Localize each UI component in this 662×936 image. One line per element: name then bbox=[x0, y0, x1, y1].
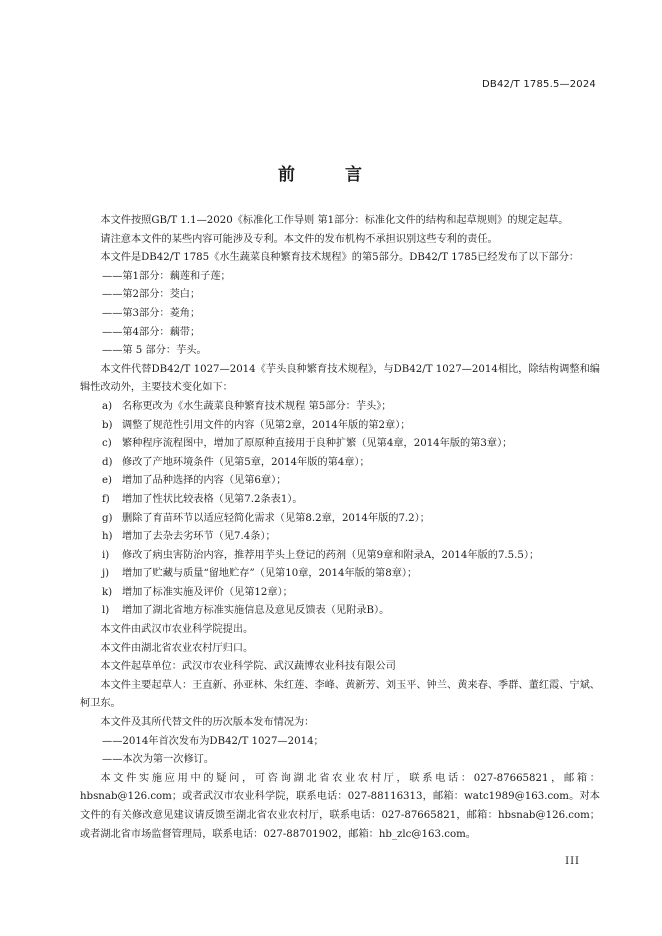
list-item bbox=[80, 602, 600, 621]
history-list bbox=[80, 733, 600, 770]
list-item bbox=[80, 417, 600, 436]
list-item bbox=[80, 547, 600, 566]
item-marker: h) bbox=[102, 531, 113, 543]
item-marker: i) bbox=[102, 549, 110, 561]
item-marker: f) bbox=[102, 493, 110, 505]
page-title: 前 言 bbox=[278, 165, 384, 185]
list-item: ——第 5 部分：芋头。 bbox=[102, 345, 207, 357]
paragraph-contact: 本文件实施应用中的疑问，可咨询湖北省农业农村厅，联系电话：027-87665821，邮箱：hbsnab@126.com；或者武汉市农业科学院，联系电话：027-88116313，邮箱：watc1989@163.com。对本文件的有关修改意见建议请反馈至湖北省农业农村厅，联系电话：027-87665821，邮箱：hbsnab@126.com；或者湖北省市场监督管理局，联系电话：027-88701902，邮箱：hb_zlc@163.com。 bbox=[80, 772, 600, 840]
item-text: 名称更改为《水生蔬菜良种繁育技术规程 第5部分：芋头》； bbox=[122, 400, 392, 412]
item-marker: g) bbox=[102, 512, 113, 524]
paragraph-drafting-units: 本文件起草单位：武汉市农业科学院、武汉蔬博农业科技有限公司 bbox=[100, 661, 396, 673]
item-marker: b) bbox=[102, 419, 113, 431]
list-item bbox=[80, 454, 600, 473]
item-marker: d) bbox=[102, 456, 113, 468]
list-item bbox=[80, 398, 600, 417]
paragraph-replacement: 本文件代替DB42/T 1027—2014《芋头良种繁育技术规程》，与DB42/T 1027—2014相比，除结构调整和编辑性改动外，主要技术变化如下： bbox=[80, 363, 600, 394]
parts-list bbox=[80, 268, 600, 361]
item-text: 修改了病虫害防治内容，推荐用芋头上登记的药剂（见第9章和附录A，2014年版的7.5.5）； bbox=[122, 549, 540, 561]
item-text: 调整了规范性引用文件的内容（见第2章，2014年版的第2章）； bbox=[122, 419, 411, 431]
list-item: ——2014年首次发布为DB42/T 1027—2014； bbox=[102, 735, 324, 747]
list-item bbox=[80, 491, 600, 510]
item-text: 增加了品种选择的内容（见第6章）； bbox=[122, 475, 287, 487]
item-text: 删除了育苗环节以适应轻简化需求（见第8.2章，2014年版的7.2）； bbox=[122, 512, 430, 524]
page-number: III bbox=[565, 856, 580, 867]
item-text: 修改了产地环境条件（见第5章，2014年版的第4章）； bbox=[122, 456, 370, 468]
item-marker: a) bbox=[102, 400, 113, 412]
item-text: 增加了去杂去劣环节（见7.4条）； bbox=[122, 531, 276, 543]
paragraph-history-intro: 本文件及其所代替文件的历次版本发布情况为： bbox=[100, 717, 315, 729]
item-text: 繁种程序流程图中，增加了原原种直接用于良种扩繁（见第4章，2014年版的第3章）； bbox=[122, 438, 513, 450]
changes-list bbox=[80, 398, 600, 621]
list-item bbox=[80, 584, 600, 603]
list-item: ——本次为第一次修订。 bbox=[102, 754, 215, 766]
paragraph-drafters: 本文件主要起草人：王直新、孙亚林、朱红莲、李峰、黄新芳、刘玉平、钟兰、黄来春、季群、董红霞、宁斌、柯卫东。 bbox=[80, 679, 600, 710]
list-item: ——第4部分：藕带； bbox=[102, 326, 201, 338]
item-text: 增加了性状比较表格（见第7.2条表1）。 bbox=[122, 493, 303, 505]
list-item: ——第3部分：菱角； bbox=[102, 307, 201, 319]
item-marker: j) bbox=[102, 568, 110, 580]
document-code: DB42/T 1785.5—2024 bbox=[482, 79, 596, 90]
list-item bbox=[80, 472, 600, 491]
item-text: 增加了湖北省地方标准实施信息及意见反馈表（见附录B）。 bbox=[122, 605, 390, 617]
paragraph-proposer: 本文件由武汉市农业科学院提出。 bbox=[100, 624, 254, 636]
paragraph-series-intro: 本文件是DB42/T 1785《水生蔬菜良种繁育技术规程》的第5部分。DB42/T 1785已经发布了以下部分： bbox=[100, 252, 580, 264]
list-item bbox=[80, 565, 600, 584]
foreword-body bbox=[80, 212, 600, 844]
item-marker: c) bbox=[102, 438, 112, 450]
item-text: 增加了贮藏与质量“留地贮存”（见第10章，2014年版的第8章）； bbox=[122, 568, 418, 580]
item-marker: k) bbox=[102, 586, 113, 598]
list-item bbox=[80, 528, 600, 547]
item-text: 增加了标准实施及评价（见第12章）； bbox=[122, 586, 293, 598]
list-item: ——第2部分：茭白； bbox=[102, 289, 201, 301]
list-item: ——第1部分：藕莲和子莲； bbox=[102, 270, 231, 282]
list-item bbox=[80, 435, 600, 454]
item-marker: e) bbox=[102, 475, 113, 487]
item-marker: l) bbox=[102, 605, 110, 617]
paragraph-administrator: 本文件由湖北省农业农村厅归口。 bbox=[100, 642, 254, 654]
paragraph-patent-notice: 请注意本文件的某些内容可能涉及专利。本文件的发布机构不承担识别这些专利的责任。 bbox=[100, 233, 498, 245]
paragraph-drafting-rules: 本文件按照GB/T 1.1—2020《标准化工作导则 第1部分：标准化文件的结构和起草规则》的规定起草。 bbox=[100, 215, 569, 226]
list-item bbox=[80, 510, 600, 529]
